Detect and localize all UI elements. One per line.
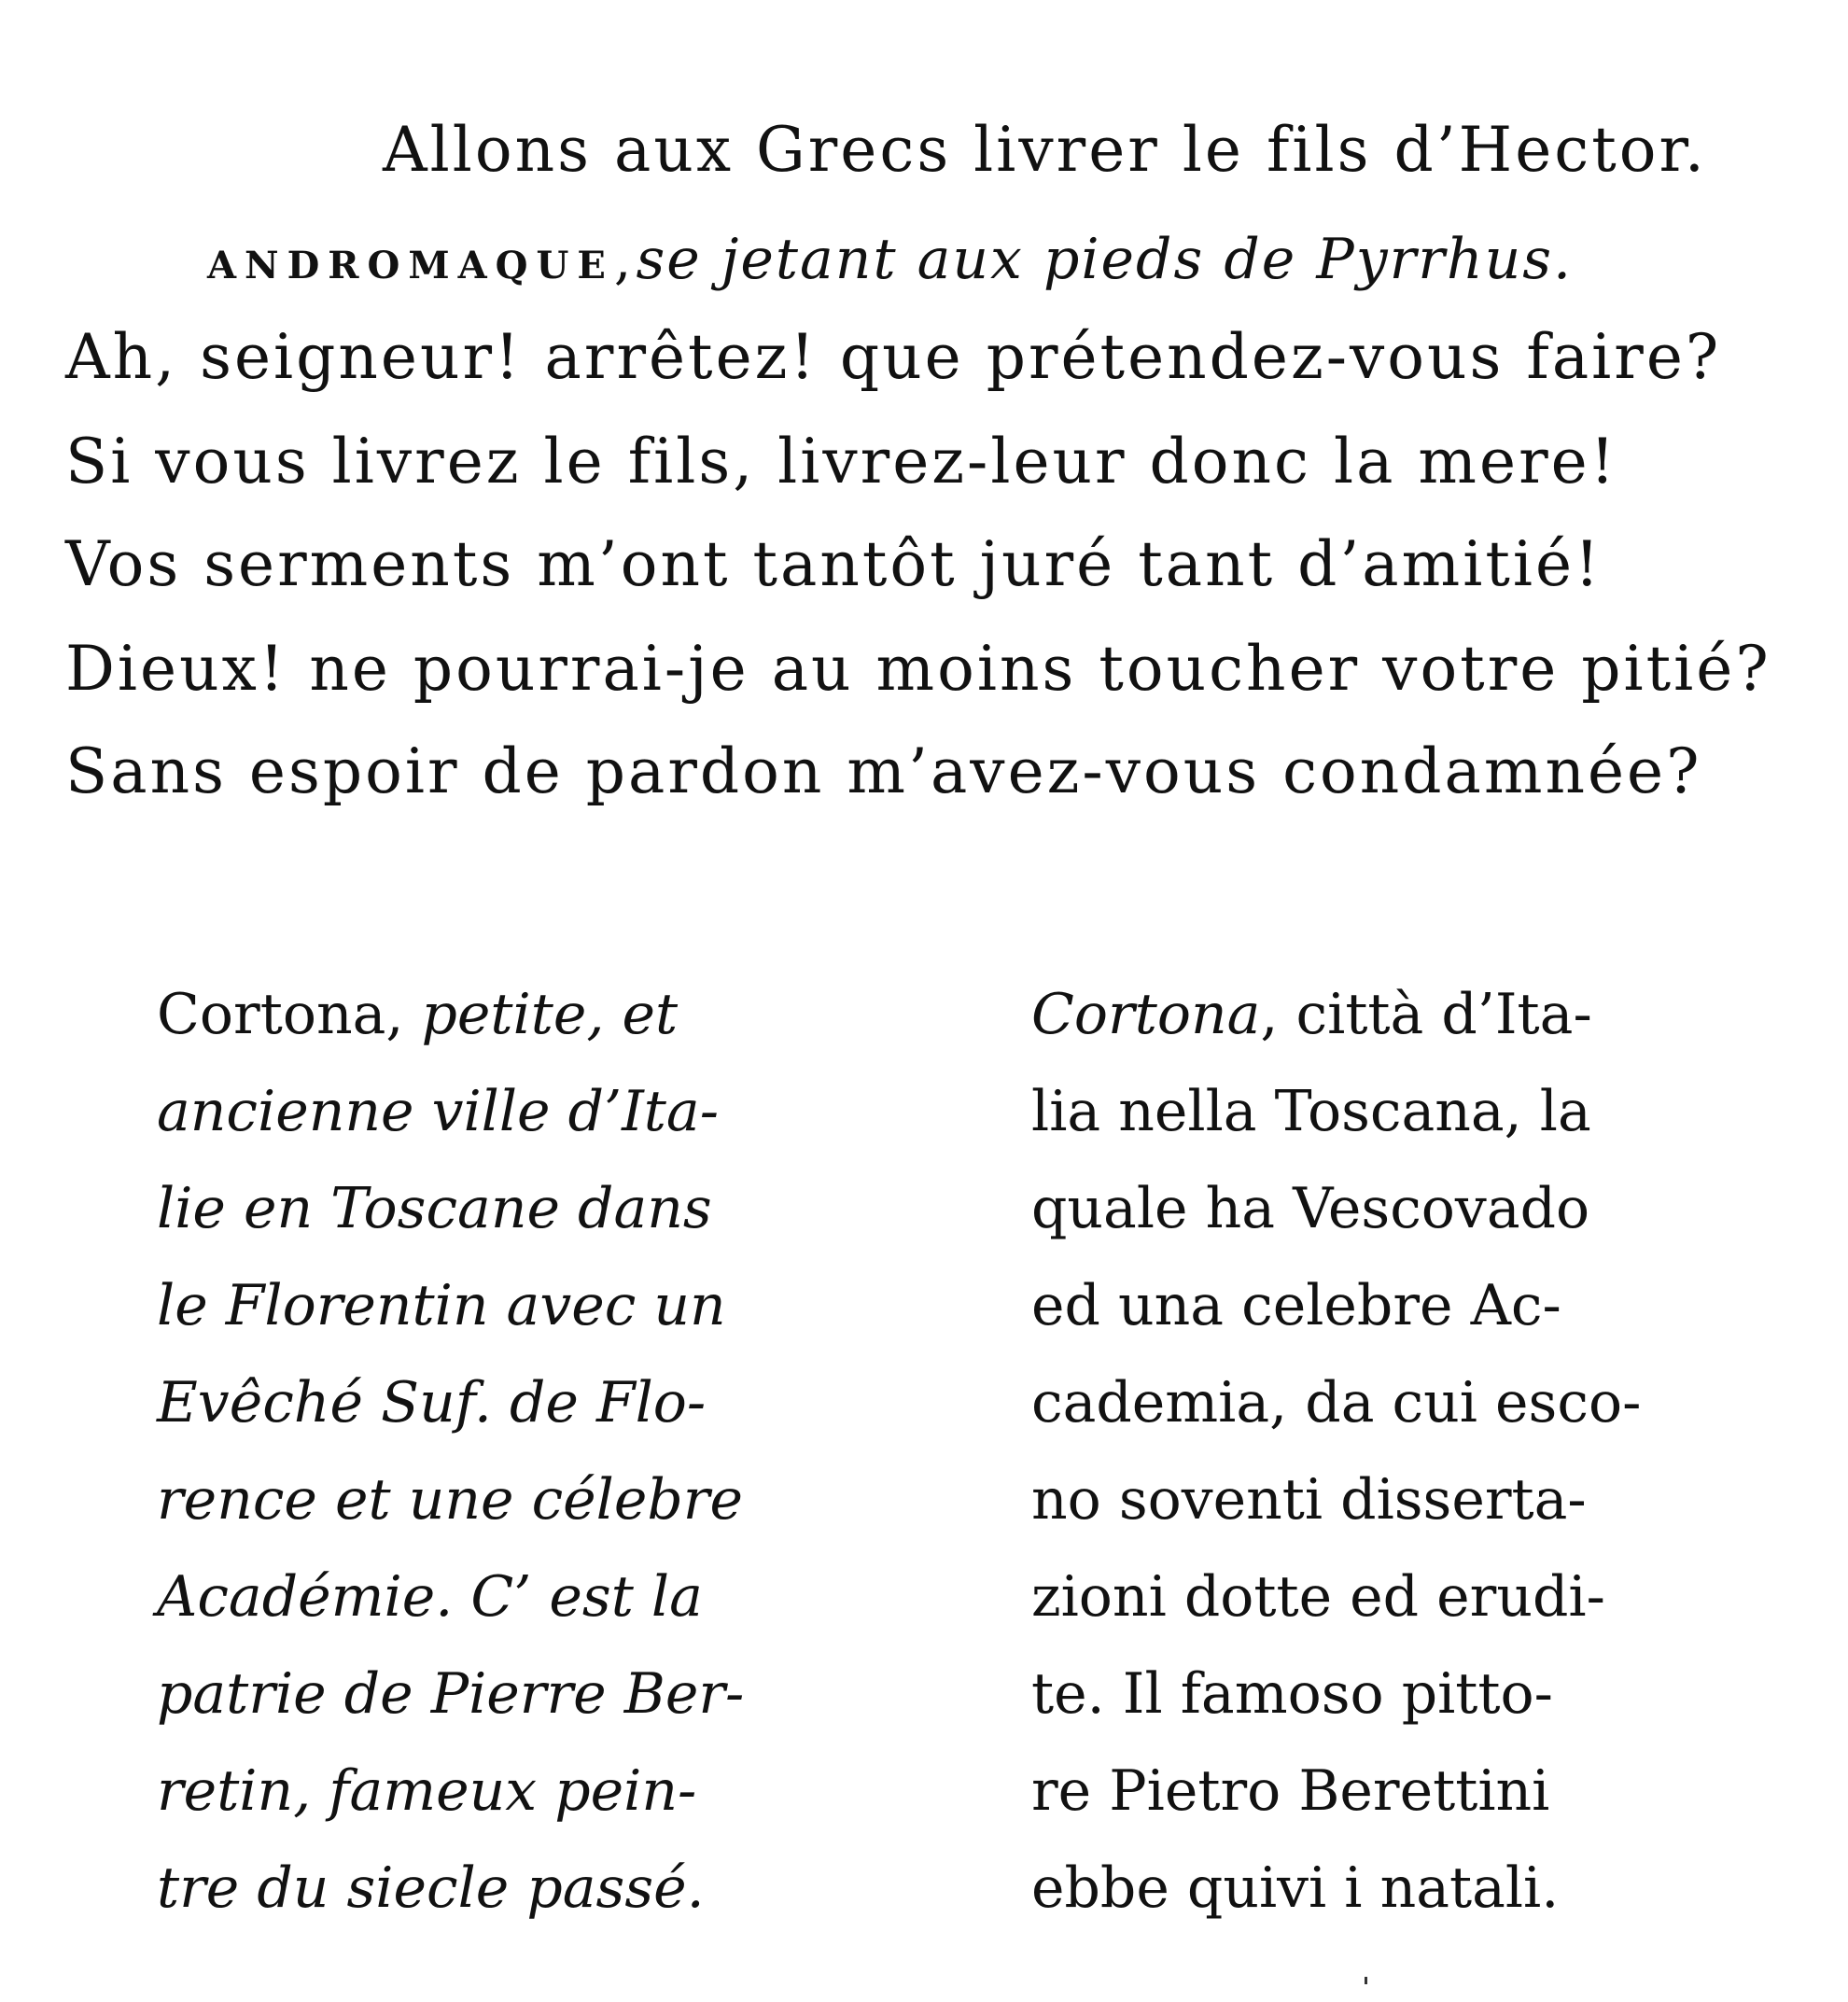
verse-line: Sans espoir de pardon m’avez-vous condamnée? [65,735,1702,807]
verse-first-line: Allons aux Grecs livrer le fils d’Hector. [383,114,1707,186]
entry-line: zioni dotte ed erudi- [1031,1564,1605,1630]
entry-line: no soventi disserta- [1031,1467,1587,1533]
entry-line: ancienne ville d’Ita- [157,1079,719,1144]
entry-line: ed una celebre Ac- [1031,1273,1561,1338]
entry-line: quale ha Vescovado [1031,1176,1590,1241]
entry-text: petite, et [421,982,679,1047]
entry-line: retin, fameux pein- [157,1758,697,1824]
stage-direction: se jetant aux pieds de Pyrrhus. [636,227,1574,292]
entry-line: patrie de Pierre Ber- [157,1661,745,1727]
entry-line [1031,966,1638,1063]
entry-line: lia nella Toscana, la [1031,1079,1591,1144]
entry-text: , città d’Ita- [1260,982,1592,1047]
verse-line: Vos serments m’ont tantôt juré tant d’amitié! [65,528,1603,600]
entry-line: tre du siecle passé. [157,1855,705,1921]
entry-line: cademia, da cui esco- [1031,1370,1642,1435]
verse-line: Dieux! ne pourrai-je au moins toucher votre pitié? [65,633,1771,705]
verse-line: Si vous livrez le fils, livrez-leur donc la mere! [65,426,1618,497]
entry-line: Académie. C’ est la [157,1564,703,1630]
speaker-heading [207,227,1574,292]
speaker-comma: , [613,228,632,291]
entry-line: Evêché Suf. de Flo- [157,1370,707,1435]
entry-line: ebbe quivi i natali. [1031,1855,1560,1921]
speaker-name: ANDROMAQUE [207,244,614,287]
entry-line: te. Il famoso pitto- [1031,1661,1553,1727]
italian-dictionary-entry [1031,966,1642,1937]
verse-line: Ah, seigneur! arrêtez! que prétendez-vous faire? [65,321,1722,393]
french-headword: Cortona, [157,982,404,1047]
italian-headword: Cortona [1031,982,1261,1047]
ink-speck [1365,1977,1367,1984]
entry-line: re Pietro Berettini [1031,1758,1550,1824]
entry-line [157,966,763,1063]
entry-line: rence et une célebre [157,1467,743,1533]
entry-line: le Florentin avec un [157,1273,726,1338]
french-dictionary-entry [157,966,763,1937]
entry-line: lie en Toscane dans [157,1176,712,1241]
